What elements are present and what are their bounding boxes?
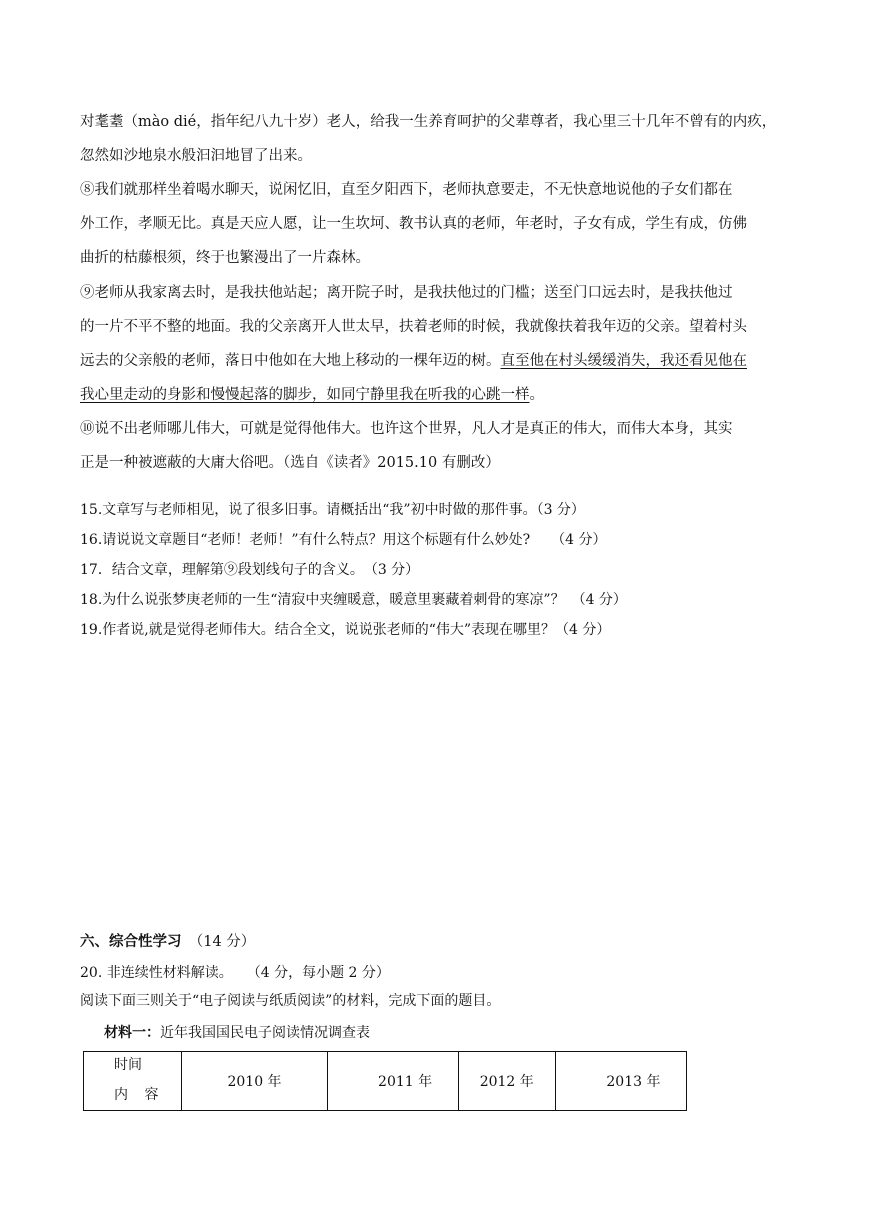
passage-line: 忽然如沙地泉水般汩汩地冒了出来。 bbox=[80, 148, 312, 164]
paragraph-10-line: ⑩说不出老师哪儿伟大，可就是觉得他伟大。也许这个世界，凡人才是真正的伟大，而伟大本身，其实 bbox=[80, 421, 733, 437]
table-header-year: 2013 年 bbox=[555, 1052, 686, 1111]
passage-line: 对耄耋（mào dié，指年纪八九十岁）老人，给我一生养育呵护的父辈尊者，我心里三十几年不曾有的内疚， bbox=[80, 114, 777, 130]
table-header-year: 2012 年 bbox=[458, 1052, 555, 1111]
material-title: 近年我国国民电子阅读情况调查表 bbox=[160, 1025, 370, 1041]
underlined-sentence: 我心里走动的身影和慢慢起落的脚步，如同宁静里我在听我的心跳一样 bbox=[80, 387, 530, 403]
passage-line bbox=[80, 351, 747, 371]
material-heading bbox=[104, 1022, 370, 1042]
source-line: 正是一种被遮蔽的大庸大俗吧。（选自《读者》2015.10 有删改） bbox=[80, 455, 500, 471]
question-17: 17．结合文章，理解第⑨段划线句子的含义。 （3 分） bbox=[80, 562, 420, 578]
question-19: 19.作者说,就是觉得老师伟大。结合全文，说说张老师的“伟大”表现在哪里？（4 分） bbox=[80, 622, 611, 638]
question-20: 20. 非连续性材料解读。 （4 分，每小题 2 分） bbox=[80, 965, 390, 981]
passage-line: 外工作，孝顺无比。真是天应人愿，让一生坎坷、教书认真的老师，年老时，子女有成，学生有成，仿佛 bbox=[80, 216, 747, 232]
passage-line bbox=[80, 385, 544, 405]
section-score: （14 分） bbox=[181, 934, 256, 950]
underlined-sentence: 直至他在村头缓缓消失，我还看见他在 bbox=[500, 353, 747, 369]
header-content: 内 容 bbox=[114, 1087, 165, 1103]
survey-table bbox=[83, 1051, 687, 1111]
paragraph-8-line: ⑧我们就那样坐着喝水聊天，说闲忆旧，直至夕阳西下，老师执意要走，不无快意地说他的子女们都在 bbox=[80, 182, 733, 198]
paragraph-9-line: ⑨老师从我家离去时，是我扶他站起；离开院子时，是我扶他过的门槛；送至门口远去时，是我扶他过 bbox=[80, 285, 733, 301]
question-18: 18.为什么说张梦庚老师的一生“清寂中夹缠暖意，暖意里裹藏着刺骨的寒凉”？ （4 分） bbox=[80, 592, 627, 608]
passage-text: 远去的父亲般的老师，落日中他如在大地上移动的一棵年迈的树。 bbox=[80, 353, 501, 369]
section-heading bbox=[80, 930, 255, 951]
table-header-year: 2010 年 bbox=[182, 1052, 327, 1111]
passage-line: 的一片不平不整的地面。我的父亲离开人世太早，扶着老师的时候，我就像扶着我年迈的父亲。望着村头 bbox=[80, 319, 747, 335]
question-16: 16.请说说文章题目“老师！老师！”有什么特点？用这个标题有什么妙处? （4 分） bbox=[80, 532, 607, 548]
passage-line: 曲折的枯藤根须，终于也繁漫出了一片森林。 bbox=[80, 250, 370, 266]
section-title: 六、综合性学习 bbox=[80, 933, 182, 950]
header-time: 时间 bbox=[114, 1057, 142, 1073]
table-header-corner bbox=[84, 1052, 182, 1111]
question-15: 15.文章写与老师相见，说了很多旧事。请概括出“我”初中时做的那件事。（3 分） bbox=[80, 502, 585, 518]
table-header-year: 2011 年 bbox=[327, 1052, 458, 1111]
passage-text: 。 bbox=[529, 387, 544, 403]
material-label: 材料一： bbox=[104, 1025, 160, 1041]
materials-intro: 阅读下面三则关于“电子阅读与纸质阅读”的材料，完成下面的题目。 bbox=[80, 993, 501, 1009]
table-row bbox=[84, 1052, 687, 1111]
